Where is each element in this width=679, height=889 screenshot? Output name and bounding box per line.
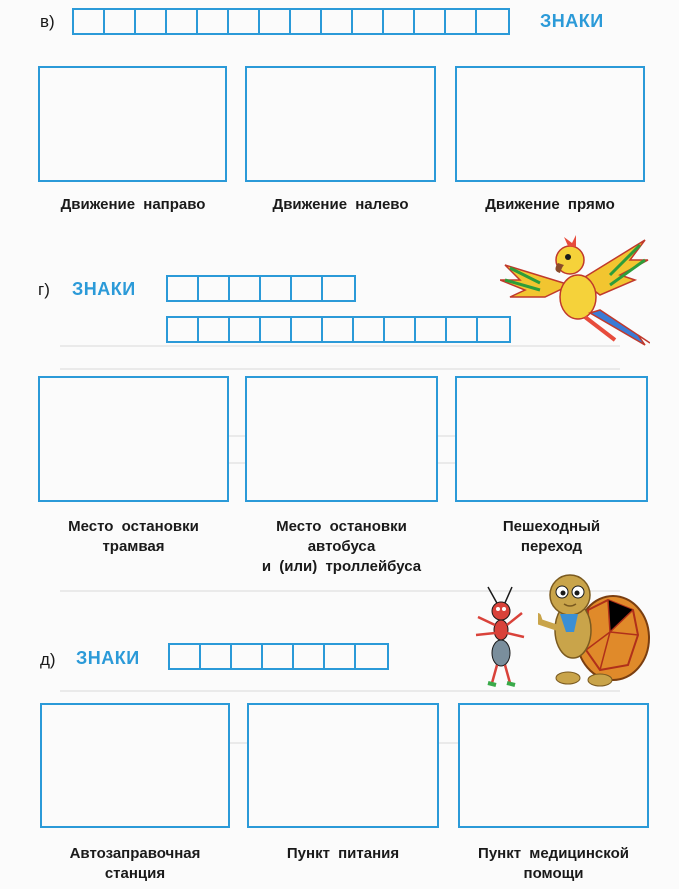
- ant-illustration: [470, 585, 530, 690]
- answer-letter-cell[interactable]: [261, 318, 292, 341]
- caption-line: Автозаправочная: [69, 845, 201, 862]
- answer-letter-cell[interactable]: [170, 645, 201, 668]
- sign-box-bus-stop[interactable]: [245, 376, 438, 502]
- answer-letter-cell[interactable]: [168, 277, 199, 300]
- answer-letter-cell[interactable]: [261, 277, 292, 300]
- caption-straight: [445, 195, 655, 215]
- parrot-illustration: [500, 235, 650, 350]
- caption-line: Движение прямо: [485, 196, 615, 213]
- answer-letter-cell[interactable]: [292, 318, 323, 341]
- turtle-illustration: [538, 570, 650, 690]
- answer-letter-cell[interactable]: [447, 318, 478, 341]
- answer-letter-cell[interactable]: [199, 277, 230, 300]
- caption-line: Место остановки: [68, 518, 199, 535]
- answer-letter-cell[interactable]: [230, 277, 261, 300]
- answer-letter-cell[interactable]: [294, 645, 325, 668]
- answer-letter-cell[interactable]: [323, 318, 354, 341]
- sign-box-food-point[interactable]: [247, 703, 439, 828]
- answer-letter-cell[interactable]: [232, 645, 263, 668]
- section-v-letter: в): [40, 12, 55, 31]
- answer-letter-cell[interactable]: [385, 318, 416, 341]
- answer-letter-cell[interactable]: [198, 10, 229, 33]
- answer-letter-cell[interactable]: [260, 10, 291, 33]
- answer-letter-cell[interactable]: [105, 10, 136, 33]
- caption-bus-stop: [235, 517, 448, 577]
- section-v-title: ЗНАКИ: [540, 11, 604, 31]
- caption-line: Движение налево: [272, 196, 409, 213]
- answer-letter-cell[interactable]: [356, 645, 387, 668]
- sign-box-crosswalk[interactable]: [455, 376, 648, 502]
- answer-letter-cell[interactable]: [292, 277, 323, 300]
- answer-letter-cell[interactable]: [416, 318, 447, 341]
- answer-letter-cell[interactable]: [201, 645, 232, 668]
- answer-letter-cell[interactable]: [229, 10, 260, 33]
- answer-letter-cell[interactable]: [325, 645, 356, 668]
- answer-letter-cell[interactable]: [167, 10, 198, 33]
- answer-letter-cell[interactable]: [74, 10, 105, 33]
- caption-line: Пешеходный: [502, 518, 601, 535]
- caption-line: переход: [520, 538, 583, 555]
- caption-first-aid: [448, 844, 659, 884]
- caption-gas-station: [30, 844, 240, 884]
- sign-box-left-turn[interactable]: [245, 66, 436, 182]
- section-g-answer-cells-row2[interactable]: [166, 316, 511, 343]
- section-d-answer-cells[interactable]: [168, 643, 389, 670]
- section-v-answer-cells[interactable]: [72, 8, 510, 35]
- caption-food-point: [237, 844, 449, 864]
- caption-line: трамвая: [102, 538, 165, 555]
- answer-letter-cell[interactable]: [446, 10, 477, 33]
- section-d-letter: д): [40, 650, 56, 669]
- caption-line: Пункт медицинской: [478, 845, 629, 862]
- caption-line: помощи: [523, 865, 584, 882]
- answer-letter-cell[interactable]: [323, 277, 354, 300]
- answer-letter-cell[interactable]: [291, 10, 322, 33]
- sign-box-right-turn[interactable]: [38, 66, 227, 182]
- answer-letter-cell[interactable]: [322, 10, 353, 33]
- caption-line: и (или) троллейбуса: [261, 558, 422, 575]
- section-g-answer-cells-row1[interactable]: [166, 275, 356, 302]
- caption-crosswalk: [445, 517, 658, 557]
- caption-line: станция: [104, 865, 166, 882]
- caption-line: Место остановки: [276, 518, 407, 535]
- answer-letter-cell[interactable]: [477, 10, 508, 33]
- section-g-letter: г): [38, 280, 50, 299]
- sign-box-straight[interactable]: [455, 66, 645, 182]
- caption-line: Пункт питания: [286, 845, 400, 862]
- section-g-title: ЗНАКИ: [72, 279, 136, 299]
- answer-letter-cell[interactable]: [136, 10, 167, 33]
- sign-box-tram-stop[interactable]: [38, 376, 229, 502]
- caption-line: автобуса: [307, 538, 376, 555]
- caption-left-turn: [235, 195, 446, 215]
- answer-letter-cell[interactable]: [353, 10, 384, 33]
- caption-line: Движение направо: [60, 196, 206, 213]
- answer-letter-cell[interactable]: [354, 318, 385, 341]
- answer-letter-cell[interactable]: [168, 318, 199, 341]
- sign-box-first-aid[interactable]: [458, 703, 649, 828]
- answer-letter-cell[interactable]: [384, 10, 415, 33]
- answer-letter-cell[interactable]: [199, 318, 230, 341]
- answer-letter-cell[interactable]: [230, 318, 261, 341]
- answer-letter-cell[interactable]: [415, 10, 446, 33]
- section-d-title: ЗНАКИ: [76, 648, 140, 668]
- sign-box-gas-station[interactable]: [40, 703, 230, 828]
- caption-right-turn: [28, 195, 238, 215]
- answer-letter-cell[interactable]: [263, 645, 294, 668]
- caption-tram-stop: [28, 517, 239, 557]
